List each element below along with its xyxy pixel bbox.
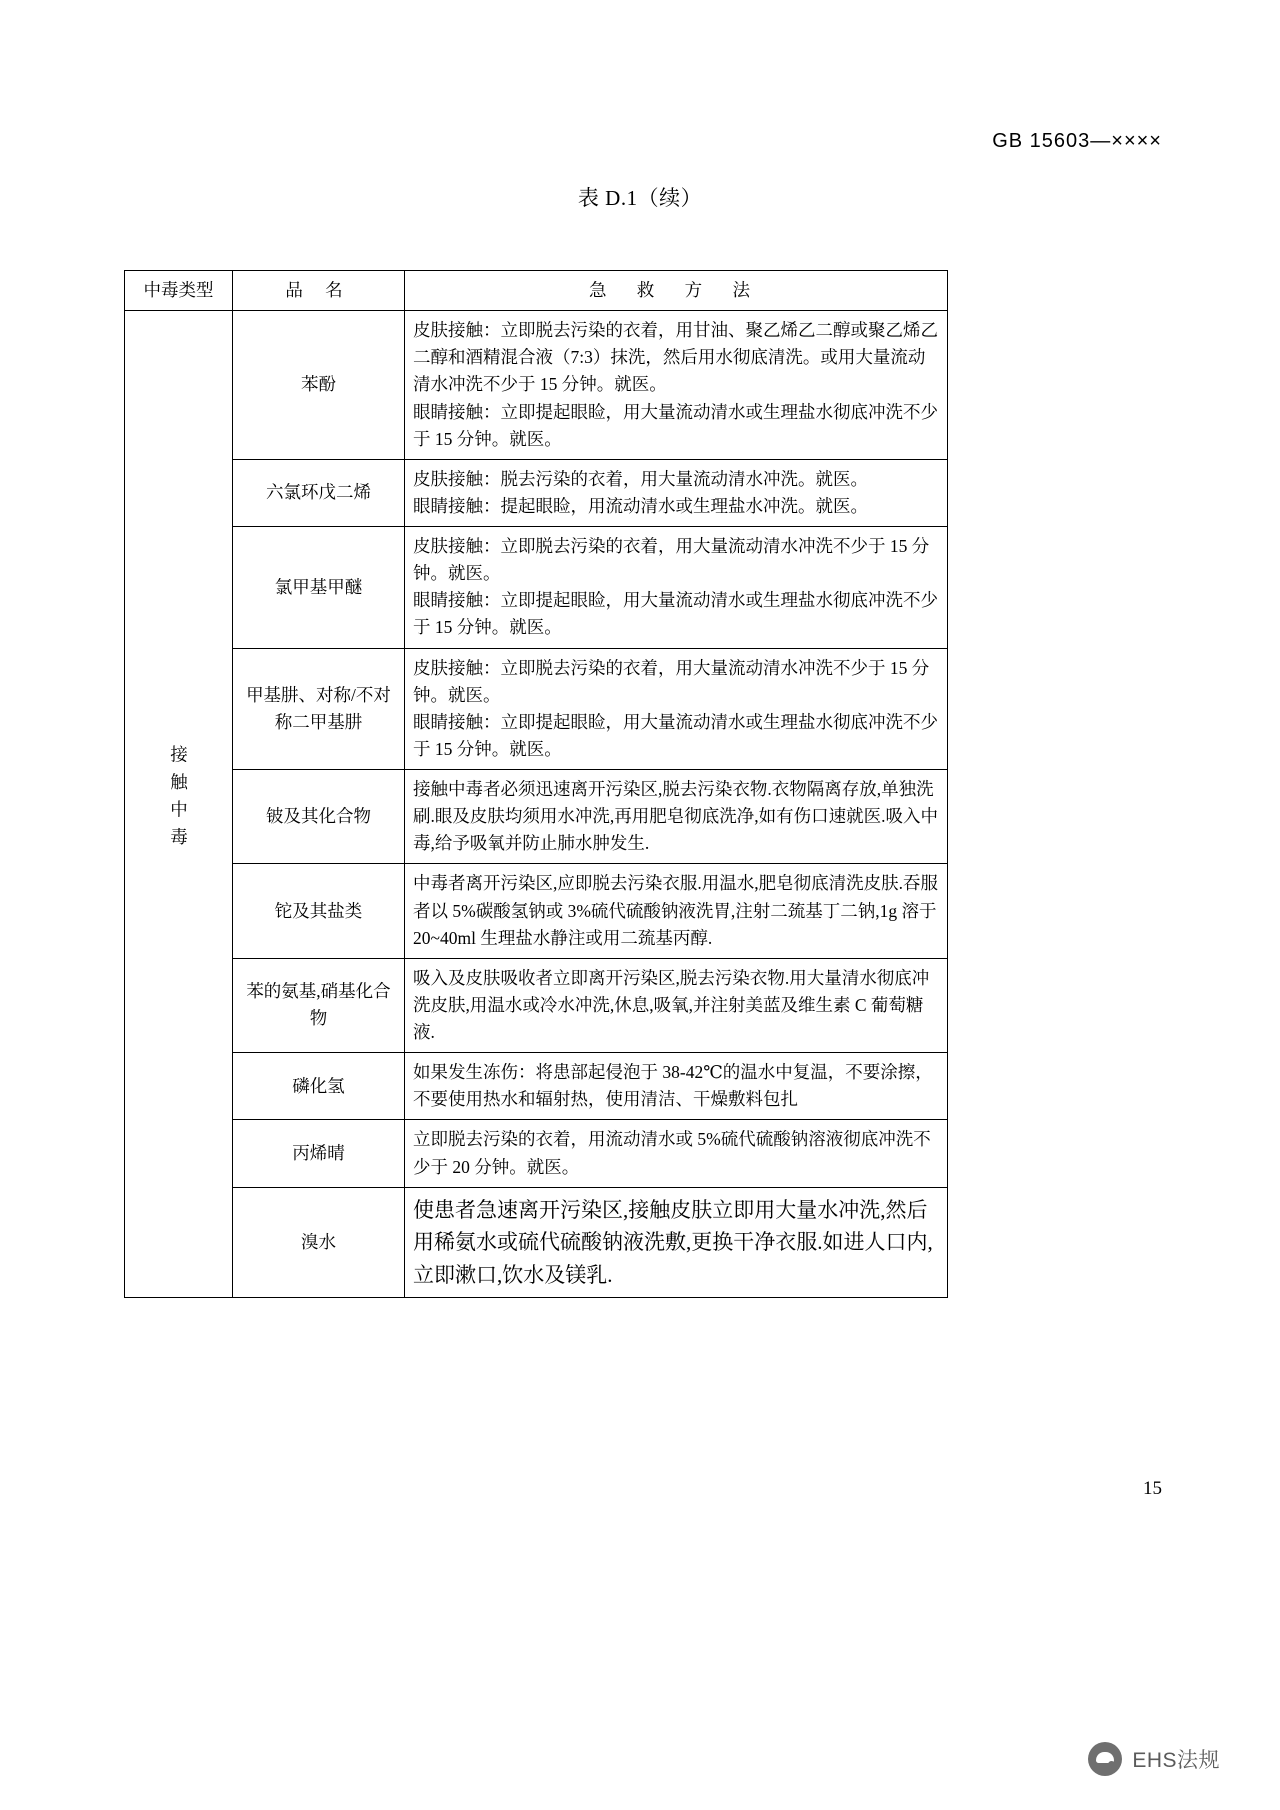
- table-header-row: [125, 271, 948, 311]
- product-name-cell: 铍及其化合物: [233, 770, 405, 864]
- table-row: [125, 648, 948, 770]
- product-name-cell: 氯甲基甲醚: [233, 527, 405, 649]
- watermark: [1088, 1742, 1220, 1776]
- poison-type-cell: [125, 311, 233, 1298]
- product-name-cell: 苯的氨基,硝基化合物: [233, 958, 405, 1052]
- product-name-cell: 苯酚: [233, 311, 405, 460]
- table-row: [125, 1120, 948, 1187]
- method-cell: [405, 958, 948, 1052]
- method-cell: [405, 770, 948, 864]
- table-container: [124, 270, 948, 1298]
- method-cell: [405, 864, 948, 958]
- watermark-label: EHS法规: [1132, 1749, 1220, 1772]
- method-line: 皮肤接触：立即脱去污染的衣着，用大量流动清水冲洗不少于 15 分钟。就医。: [413, 536, 930, 584]
- product-name-cell: 铊及其盐类: [233, 864, 405, 958]
- method-cell: [405, 1187, 948, 1298]
- method-line: 接触中毒者必须迅速离开污染区,脱去污染衣物.衣物隔离存放,单独洗刷.眼及皮肤均须用水冲洗,再用肥皂彻底洗净,如有伤口速就医.吸入中毒,给予吸氧并防止肺水肿发生.: [413, 779, 938, 854]
- product-name-cell: 溴水: [233, 1187, 405, 1298]
- method-line: 皮肤接触：脱去污染的衣着，用大量流动清水冲洗。就医。: [413, 468, 868, 489]
- table-row: [125, 770, 948, 864]
- method-cell: [405, 1053, 948, 1120]
- product-name-cell: 丙烯晴: [233, 1120, 405, 1187]
- method-line: 眼睛接触：提起眼睑，用流动清水或生理盐水冲洗。就医。: [413, 495, 868, 516]
- method-line: 眼睛接触：立即提起眼睑，用大量流动清水或生理盐水彻底冲洗不少于 15 分钟。就医。: [413, 590, 938, 638]
- method-line: 立即脱去污染的衣着，用流动清水或 5%硫代硫酸钠溶液彻底冲洗不少于 20 分钟。就医。: [413, 1129, 931, 1177]
- standard-number: GB 15603—××××: [992, 130, 1162, 152]
- table-body: [125, 311, 948, 1298]
- method-line: 眼睛接触：立即提起眼睑，用大量流动清水或生理盐水彻底冲洗不少于 15 分钟。就医。: [413, 711, 938, 759]
- table-row: [125, 864, 948, 958]
- page-number: 15: [1143, 1478, 1162, 1499]
- product-name-cell: 六氯环戊二烯: [233, 459, 405, 526]
- method-cell: [405, 527, 948, 649]
- table-row: [125, 527, 948, 649]
- table-row: [125, 311, 948, 460]
- table-row: [125, 1053, 948, 1120]
- method-line: 如果发生冻伤：将患部起侵泡于 38-42℃的温水中复温，不要涂擦，不要使用热水和辐射热，使用清洁、干燥敷料包扎: [413, 1062, 933, 1110]
- table-row: [125, 459, 948, 526]
- first-aid-table: [124, 270, 948, 1298]
- method-cell: [405, 459, 948, 526]
- header-poison-type: 中毒类型: [125, 271, 233, 311]
- table-caption: 表 D.1（续）: [577, 186, 703, 210]
- method-line: 中毒者离开污染区,应即脱去污染衣服.用温水,肥皂彻底清洗皮肤.吞服者以 5%碳酸氢钠或 3%硫代硫酸钠液洗胃,注射二巯基丁二钠,1g 溶于 20~40ml 生理盐水静注或用二巯基丙醇.: [413, 873, 938, 948]
- table-row: [125, 958, 948, 1052]
- table-row: [125, 1187, 948, 1298]
- method-cell: [405, 1120, 948, 1187]
- method-line: 皮肤接触：立即脱去污染的衣着，用甘油、聚乙烯乙二醇或聚乙烯乙二醇和酒精混合液（7:3）抹洗，然后用水彻底清洗。或用大量流动清水冲洗不少于 15 分钟。就医。: [413, 320, 938, 395]
- poison-type-label: 接触中毒: [168, 745, 189, 856]
- product-name-cell: 磷化氢: [233, 1053, 405, 1120]
- header-first-aid-method: 急 救 方 法: [405, 271, 948, 311]
- method-cell: [405, 648, 948, 770]
- account-avatar-icon: [1088, 1742, 1122, 1776]
- method-line: 使患者急速离开污染区,接触皮肤立即用大量水冲洗,然后用稀氨水或硫代硫酸钠液洗敷,更换干净衣服.如进人口内,立即漱口,饮水及镁乳.: [413, 1197, 933, 1287]
- method-line: 吸入及皮肤吸收者立即离开污染区,脱去污染衣物.用大量清水彻底冲洗皮肤,用温水或冷水冲洗,休息,吸氧,并注射美蓝及维生素 C 葡萄糖液.: [413, 967, 930, 1042]
- product-name-cell: 甲基肼、对称/不对称二甲基肼: [233, 648, 405, 770]
- method-line: 皮肤接触：立即脱去污染的衣着，用大量流动清水冲洗不少于 15 分钟。就医。: [413, 657, 930, 705]
- method-cell: [405, 311, 948, 460]
- method-line: 眼睛接触：立即提起眼睑，用大量流动清水或生理盐水彻底冲洗不少于 15 分钟。就医。: [413, 401, 938, 449]
- header-product-name: 品 名: [233, 271, 405, 311]
